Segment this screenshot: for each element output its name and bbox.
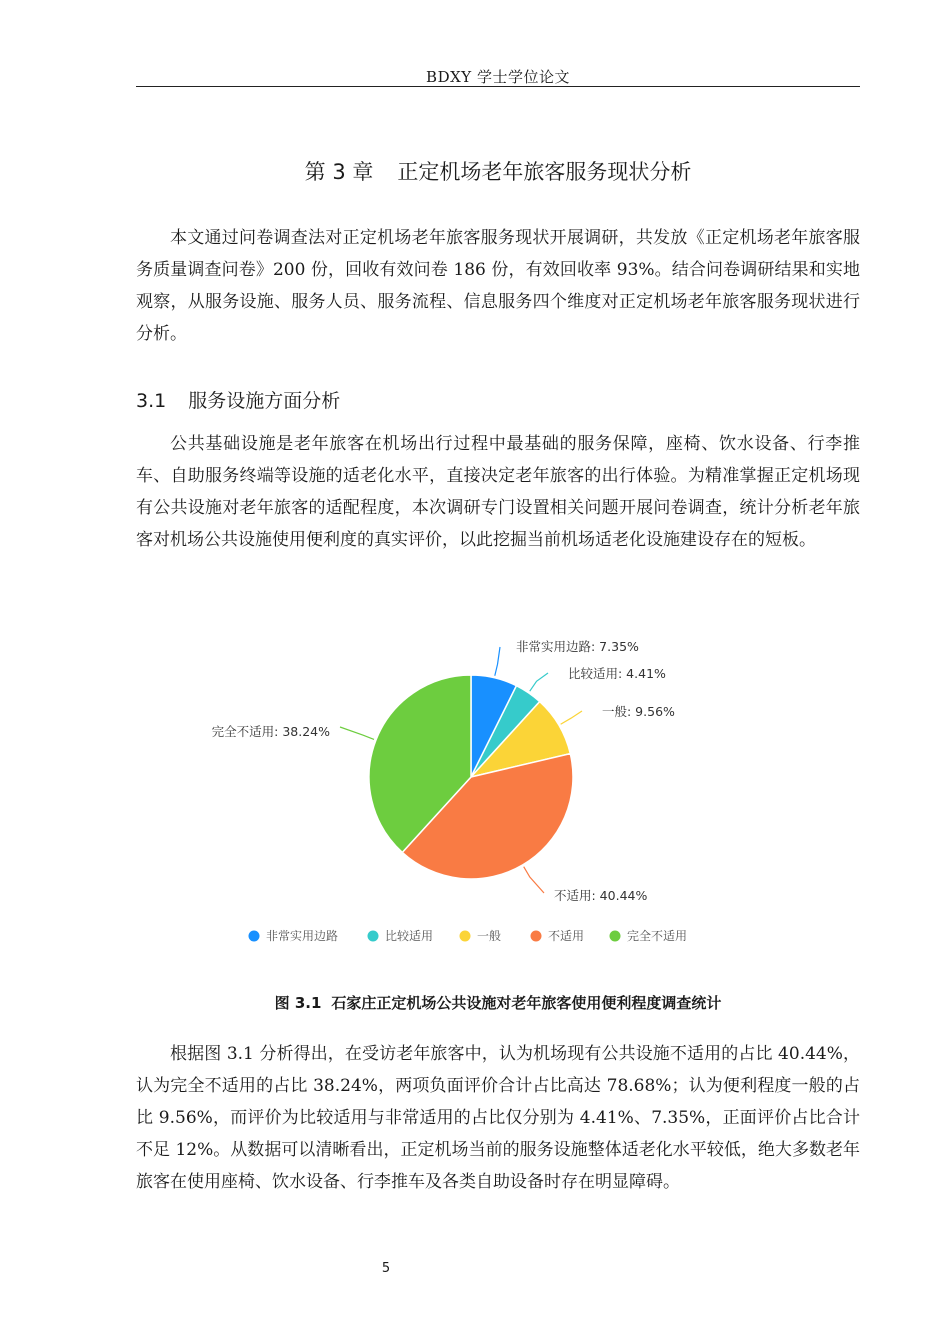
data-label-average: 一般: 9.56% bbox=[602, 704, 675, 719]
figure-caption-text: 石家庄正定机场公共设施对老年旅客使用便利程度调查统计 bbox=[331, 994, 722, 1012]
legend-label-very-suitable: 非常实用边路 bbox=[266, 929, 339, 943]
pie-slices bbox=[369, 675, 573, 879]
chart-legend bbox=[249, 928, 688, 943]
chapter-title-text: 正定机场老年旅客服务现状分析 bbox=[397, 160, 692, 184]
legend-label-average: 一般 bbox=[477, 929, 502, 943]
data-label-unsuitable: 不适用: 40.44% bbox=[554, 888, 648, 903]
section-title-text: 服务设施方面分析 bbox=[188, 390, 341, 412]
legend-item-fairly-suitable bbox=[368, 929, 434, 943]
legend-item-completely-unsuitable bbox=[610, 928, 688, 943]
legend-label-fairly-suitable: 比较适用 bbox=[385, 929, 434, 943]
data-label-fairly-suitable: 比较适用: 4.41% bbox=[568, 666, 666, 681]
legend-item-unsuitable bbox=[531, 929, 585, 943]
pie-chart bbox=[190, 625, 750, 960]
page-number: 5 bbox=[381, 1261, 391, 1276]
legend-marker-average bbox=[460, 931, 471, 942]
chapter-number: 第 3 章 bbox=[304, 160, 374, 184]
section-paragraph: 公共基础设施是老年旅客在机场出行过程中最基础的服务保障，座椅、饮水设备、行李推车、自助服务终端等设施的适老化水平，直接决定老年旅客的出行体验。为精准掌握正定机场现有公共设施对老年旅客的适配程度，本次调研专门设置相关问题开展问卷调查，统计分析老年旅客对机场公共设施使用便利度的真实评价，以此挖掘当前机场适老化设施建设存在的短板。 bbox=[136, 434, 860, 550]
legend-marker-very-suitable bbox=[249, 931, 260, 942]
figure-number: 图 3.1 bbox=[274, 994, 322, 1012]
leader-line-unsuitable bbox=[524, 867, 544, 893]
section-number: 3.1 bbox=[136, 390, 167, 412]
legend-marker-unsuitable bbox=[531, 931, 542, 942]
section-heading bbox=[136, 386, 340, 413]
figure-caption bbox=[136, 992, 860, 1013]
leader-line-completely-unsuitable bbox=[340, 727, 374, 739]
leader-line-very-suitable bbox=[495, 647, 500, 676]
leader-line-average bbox=[561, 711, 582, 724]
legend-marker-completely-unsuitable bbox=[610, 931, 621, 942]
legend-marker-fairly-suitable bbox=[368, 931, 379, 942]
intro-paragraph: 本文通过问卷调查法对正定机场老年旅客服务现状开展调研，共发放《正定机场老年旅客服务质量调查问卷》200 份，回收有效问卷 186 份，有效回收率 93%。结合问卷调研结果和实地观察，从服务设施、服务人员、服务流程、信息服务四个维度对正定机场老年旅客服务现状进行分析。 bbox=[136, 228, 860, 344]
data-label-completely-unsuitable: 完全不适用: 38.24% bbox=[211, 724, 330, 739]
leader-line-fairly-suitable bbox=[530, 673, 548, 691]
legend-item-very-suitable bbox=[249, 928, 339, 943]
legend-label-unsuitable: 不适用 bbox=[548, 929, 585, 943]
data-label-very-suitable: 非常实用边路: 7.35% bbox=[516, 639, 639, 654]
analysis-paragraph: 根据图 3.1 分析得出，在受访老年旅客中，认为机场现有公共设施不适用的占比 40.44%，认为完全不适用的占比 38.24%，两项负面评价合计占比高达 78.68%；认为便利程度一般的占比 9.56%，而评价为比较适用与非常适用的占比仅分别为 4.41%、7.35%，正面评价占比合计不足 12%。从数据可以清晰看出，正定机场当前的服务设施整体适老化水平较低，绝大多数老年旅客在使用座椅、饮水设备、行李推车及各类自助设备时存在明显障碍。 bbox=[136, 1044, 860, 1192]
running-header: BDXY 学士学位论文 bbox=[426, 68, 570, 86]
legend-item-average bbox=[460, 929, 502, 943]
header-rule bbox=[136, 86, 860, 87]
chapter-title bbox=[136, 156, 860, 186]
legend-label-completely-unsuitable: 完全不适用 bbox=[627, 929, 688, 943]
